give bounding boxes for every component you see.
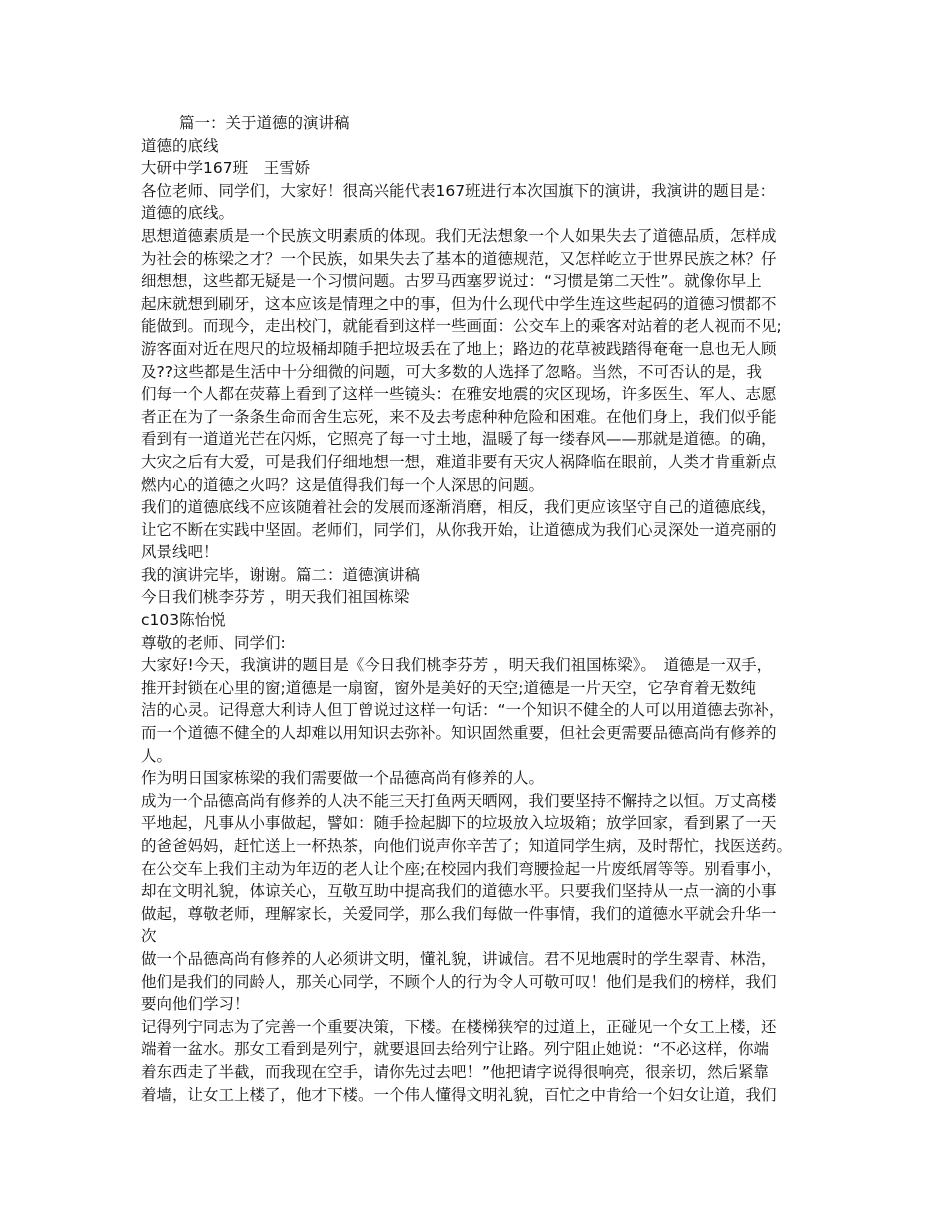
document-page (141, 112, 813, 1106)
text-line: 看到有一道道光芒在闪烁，它照亮了每一寸土地，温暖了每一缕春风——那就是道德。的确， (141, 430, 777, 449)
text-line: 们每一个人都在荧幕上看到了这样一些镜头：在雅安地震的灾区现场，许多医生、军人、志愿 (141, 385, 777, 404)
text-line: 的爸爸妈妈，赶忙送上一杯热茶，向他们说声你辛苦了；知道同学生病，及时帮忙，找医送药。 (141, 837, 793, 855)
text-line: 他们是我们的同龄人，那关心同学，不顾个人的行为令人可敬可叹！他们是我们的榜样，我们 (141, 972, 777, 991)
text-line: 成为一个品德高尚有修养的人决不能三天打鱼两天晒网，我们要坚持不懈持之以恒。万丈高楼 (141, 791, 777, 810)
text-line: 今日我们桃李芬芳 ，明天我们祖国栋梁 (141, 588, 410, 607)
text-line: 大家好!今天，我演讲的题目是《今日我们桃李芬芳 ，明天我们祖国栋梁》。 道德是一双手， (141, 656, 773, 675)
text-line: 我的演讲完毕，谢谢。篇二：道德演讲稿 (141, 565, 421, 584)
text-line: 端着一盆水。那女工看到是列宁，就要退回去给列宁让路。列宁阻止她说：“不必这样，你端 (141, 1040, 770, 1059)
text-line: 道德的底线。 (141, 204, 235, 223)
text-line: 尊敬的老师、同学们: (141, 633, 286, 652)
text-line: 思想道德素质是一个民族文明素质的体现。我们无法想象一个人如果失去了道德品质，怎样成 (141, 226, 777, 245)
text-line: 人。 (141, 746, 173, 765)
text-line: 为社会的栋梁之才？一个民族，如果失去了基本的道德规范，又怎样屹立于世界民族之林？仔 (141, 249, 777, 268)
text-line: 大研中学167班 王雪娇 (141, 159, 311, 178)
text-line: 能做到。而现今，走出校门，就能看到这样一些画面：公交车上的乘客对站着的老人视而不见; (141, 317, 782, 336)
text-line: 起床就想到刷牙，这本应该是情理之中的事，但为什么现代中学生连这些起码的道德习惯都不 (141, 294, 777, 313)
text-line: 记得列宁同志为了完善一个重要决策，下楼。在楼梯狭窄的过道上，正碰见一个女工上楼，还 (141, 1017, 777, 1036)
text-line: 做起，尊敬老师，理解家长，关爱同学，那么我们每做一件事情，我们的道德水平就会升华一 (141, 904, 777, 923)
text-line: 细想想，这些都无疑是一个习惯问题。古罗马西塞罗说过：“习惯是第二天性”。就像你早上 (141, 272, 762, 291)
text-line: 者正在为了一条条生命而舍生忘死，来不及去考虑种种危险和困难。在他们身上，我们似乎能 (141, 407, 777, 426)
text-line: 风景线吧！ (141, 543, 219, 562)
text-line: 推开封锁在心里的窗;道德是一扇窗，窗外是美好的天空;道德是一片天空，它孕育着无数纯 (141, 678, 756, 697)
text-line: 大灾之后有大爱，可是我们仔细地想一想，难道非要有天灾人祸降临在眼前，人类才肯重新点 (141, 452, 777, 471)
text-line: 洁的心灵。记得意大利诗人但丁曾说过这样一句话：“一个知识不健全的人可以用道德去弥补， (141, 701, 785, 720)
text-line: 道德的底线 (141, 136, 219, 155)
text-line: c103陈怡悦 (141, 611, 226, 630)
text-line: 做一个品德高尚有修养的人必须讲文明，懂礼貌，讲诚信。君不见地震时的学生翠青、林浩， (141, 949, 777, 968)
text-line: 要向他们学习！ (141, 995, 250, 1014)
text-line: 而一个道德不健全的人却难以用知识去弥补。知识固然重要，但社会更需要品德高尚有修养的 (141, 724, 777, 743)
text-line: 却在文明礼貌，体谅关心，互敬互助中提高我们的道德水平。只要我们坚持从一点一滴的小事 (141, 882, 777, 901)
text-line: 游客面对近在咫尺的垃圾桶却随手把垃圾丢在了地上；路边的花草被践踏得奄奄一息也无人顾 (141, 339, 777, 358)
text-line: 着东西走了半截，而我现在空手，请你先过去吧！”他把请字说得很响亮，很亲切，然后紧靠 (141, 1062, 770, 1081)
text-line: 作为明日国家栋梁的我们需要做一个品德高尚有修养的人。 (141, 769, 545, 788)
text-line: 让它不断在实践中坚固。老师们，同学们，从你我开始，让道德成为我们心灵深处一道亮丽的 (141, 520, 777, 539)
text-line: 在公交车上我们主动为年迈的老人让个座;在校园内我们弯腰捡起一片废纸屑等等。别看事小， (141, 859, 782, 878)
text-line: 各位老师、同学们，大家好！很高兴能代表167班进行本次国旗下的演讲，我演讲的题目是： (141, 181, 776, 200)
doc-title: 篇一：关于道德的演讲稿 (179, 114, 350, 132)
text-line: 我们的道德底线不应该随着社会的发展而逐渐消磨，相反，我们更应该坚守自己的道德底线， (141, 498, 777, 517)
text-line: 平地起，凡事从小事做起，譬如：随手捡起脚下的垃圾放入垃圾箱；放学回家，看到累了一天 (141, 814, 777, 833)
text-line: 着墙，让女工上楼了，他才下楼。一个伟人懂得文明礼貌，百忙之中肯给一个妇女让道，我们 (141, 1085, 777, 1104)
text-line: 及??这些都是生活中十分细微的问题，可大多数的人选择了忽略。当然，不可否认的是，我 (141, 362, 762, 381)
text-line: 次 (141, 927, 157, 946)
text-line: 燃内心的道德之火吗？这是值得我们每一个人深思的问题。 (141, 475, 545, 494)
